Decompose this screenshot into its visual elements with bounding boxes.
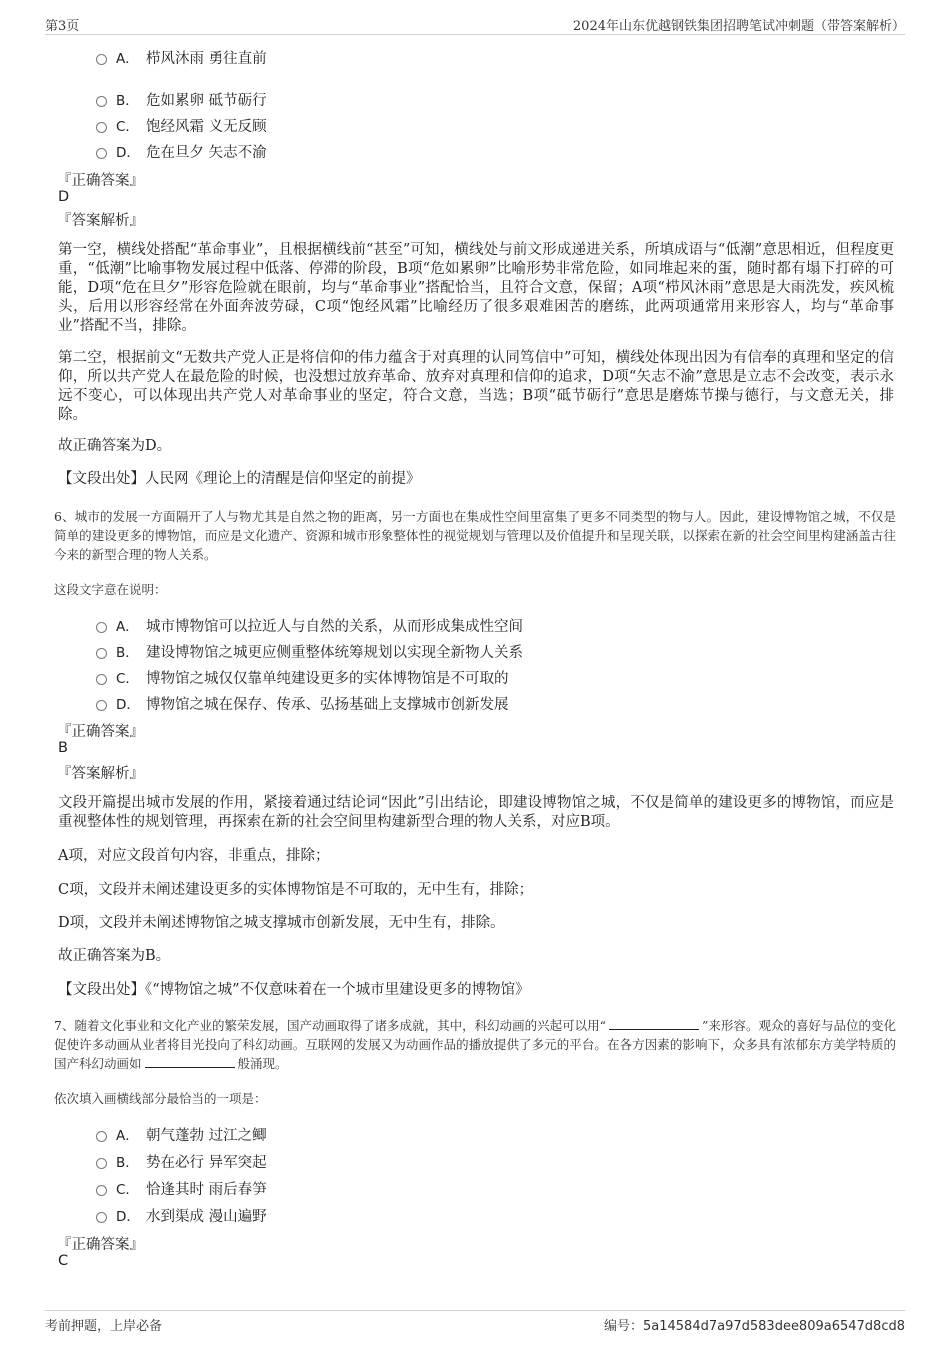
- q5-source: 【文段出处】人民网《理论上的清醒是信仰坚定的前提》: [58, 471, 421, 487]
- radio-icon[interactable]: [96, 1185, 107, 1196]
- page-header: [45, 12, 905, 35]
- q6-source: 【文段出处】《“博物馆之城”不仅意味着在一个城市里建设更多的博物馆》: [58, 982, 530, 998]
- q5-analysis-label: 『答案解析』: [57, 213, 144, 229]
- footer-slogan: 考前押题，上岸必备: [45, 1319, 163, 1334]
- radio-icon[interactable]: [96, 96, 107, 107]
- fill-blank-1[interactable]: [609, 1018, 699, 1030]
- radio-icon[interactable]: [96, 148, 107, 159]
- document-title: 2024年山东优越钢铁集团招聘笔试冲刺题（带答案解析）: [572, 19, 905, 34]
- radio-icon[interactable]: [96, 122, 107, 133]
- q7-option-d[interactable]: D． 水到渠成 漫山遍野: [96, 1205, 267, 1227]
- q5-option-a[interactable]: A． 栉风沐雨 勇往直前: [96, 47, 267, 69]
- q7-answer-label: 『正确答案』: [57, 1237, 144, 1253]
- radio-icon[interactable]: [96, 1212, 107, 1223]
- document-code: 编号：5a14584d7a97d583dee809a6547d8cd8: [603, 1319, 905, 1334]
- q6-analysis-label: 『答案解析』: [57, 766, 144, 782]
- q6-option-b[interactable]: B． 建设博物馆之城更应侧重整体统筹规划以实现全新物人关系: [96, 641, 523, 663]
- fill-blank-2[interactable]: [145, 1056, 235, 1068]
- q7-option-b[interactable]: B． 势在必行 异军突起: [96, 1151, 267, 1173]
- q5-analysis-paragraph-2: 第二空，根据前文“无数共产党人正是将信仰的伟力蕴含于对真理的认同笃信中”可知，横线处体现出因为有信奉的真理和坚定的信仰，所以共产党人在最危险的时候，也没想过放弃革命、放弃对真理和信仰的追求，D项“矢志不渝”意思是立志不会改变，表示永远不变心，可以体现出共产党人对革命事业的坚定，符合文意，当选；B项“砥节砺行”意思是磨炼节操与德行，与文意无关，排除。: [58, 350, 894, 423]
- q5-option-d[interactable]: D． 危在旦夕 矢志不渝: [96, 141, 267, 163]
- page-footer: [45, 1310, 905, 1335]
- q7-option-a[interactable]: A． 朝气蓬勃 过江之鲫: [96, 1124, 267, 1146]
- q6-conclusion: 故正确答案为B。: [58, 948, 171, 964]
- q5-option-c[interactable]: C． 饱经风霜 义无反顾: [96, 115, 267, 137]
- q7-answer: C: [58, 1253, 69, 1269]
- radio-icon[interactable]: [96, 1158, 107, 1169]
- q5-conclusion: 故正确答案为D。: [58, 438, 172, 454]
- q5-analysis-paragraph-1: 第一空，横线处搭配“革命事业”，且根据横线前“甚至”可知，横线处与前文形成递进关系，所填成语与“低潮”意思相近，但程度更重，“低潮”比喻事物发展过程中低落、停滞的阶段，B项“危如累卵”比喻形势非常危险，如同堆起来的蛋，随时都有塌下打碎的可能，D项“危在旦夕”形容危险就在眼前，均与“革命事业”搭配恰当，且符合文意，保留；A项“栉风沐雨”意思是大雨洗发，疾风梳头，后用以形容经常在外面奔波劳碌，C项“饱经风霜”比喻经历了很多艰难困苦的磨练，此两项通常用来形容人，均与“革命事业”搭配不当，排除。: [58, 242, 894, 334]
- q7-option-c[interactable]: C． 恰逢其时 雨后春笋: [96, 1178, 267, 1200]
- radio-icon[interactable]: [96, 1131, 107, 1142]
- radio-icon[interactable]: [96, 648, 107, 659]
- q6-option-a[interactable]: A． 城市博物馆可以拉近人与自然的关系，从而形成集成性空间: [96, 615, 523, 637]
- q6-option-d[interactable]: D． 博物馆之城在保存、传承、弘扬基础上支撑城市创新发展: [96, 693, 509, 715]
- q6-question-text: 6、城市的发展一方面隔开了人与物尤其是自然之物的距离，另一方面也在集成性空间里富集了更多不同类型的物与人。因此，建设博物馆之城，不仅是简单的建设更多的博物馆，而应是文化遗产、资源和城市形象整体性的视觉规划与管理以及价值提升和呈现关联，以探索在新的社会空间里构建涵盖古往今来的新型合理的物人关系。: [54, 509, 896, 562]
- q6-analysis-a: A项，对应文段首句内容，非重点，排除；: [58, 848, 330, 864]
- radio-icon[interactable]: [96, 54, 107, 65]
- q6-prompt: 这段文字意在说明：: [54, 582, 167, 597]
- page-number: 第3页: [45, 19, 80, 34]
- radio-icon[interactable]: [96, 700, 107, 711]
- q6-analysis-paragraph-1: 文段开篇提出城市发展的作用，紧接着通过结论词“因此”引出结论，即建设博物馆之城，不仅是简单的建设更多的博物馆，而应是重视整体性的规划管理，再探索在新的社会空间里构建新型合理的物人关系，对应B项。: [58, 795, 894, 830]
- q7-question-text: 7、随着文化事业和文化产业的繁荣发展，国产动画取得了诸多成就，其中，科幻动画的兴起可以用“ ”来形容。观众的喜好与品位的变化促使许多动画从业者将目光投向了科幻动画。互联网的发展又为动画作品的播放提供了多元的平台。在各方因素的影响下，众多具有浓郁东方美学特质的国产科幻动画如 般涌现。: [54, 1018, 896, 1071]
- q6-option-c[interactable]: C． 博物馆之城仅仅靠单纯建设更多的实体博物馆是不可取的: [96, 667, 509, 689]
- q5-answer: D: [58, 189, 70, 205]
- q5-option-b[interactable]: B． 危如累卵 砥节砺行: [96, 89, 267, 111]
- q6-analysis-c: C项，文段并未阐述建设更多的实体博物馆是不可取的，无中生有，排除；: [58, 882, 534, 898]
- q7-prompt: 依次填入画横线部分最恰当的一项是：: [54, 1091, 267, 1106]
- q5-answer-label: 『正确答案』: [57, 173, 144, 189]
- q6-analysis-d: D项，文段并未阐述博物馆之城支撑城市创新发展，无中生有，排除。: [58, 915, 505, 931]
- q6-answer-label: 『正确答案』: [57, 724, 144, 740]
- radio-icon[interactable]: [96, 674, 107, 685]
- q6-answer: B: [58, 740, 68, 756]
- radio-icon[interactable]: [96, 622, 107, 633]
